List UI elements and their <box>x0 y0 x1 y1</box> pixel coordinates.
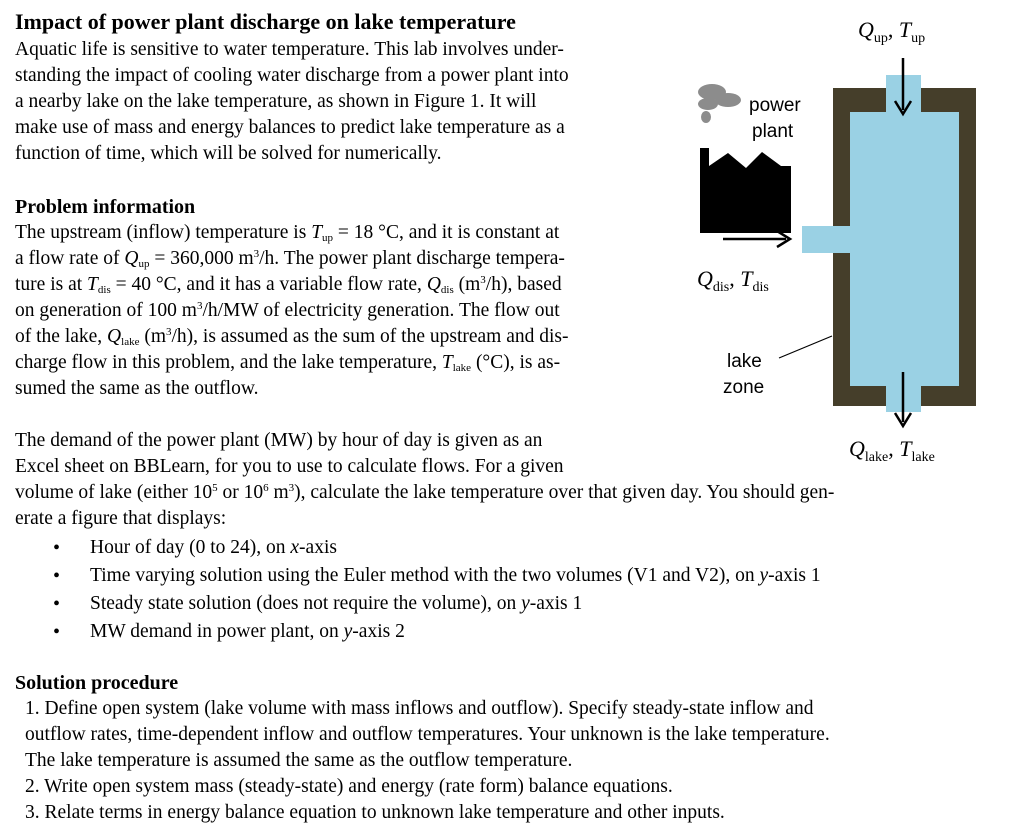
intro-line: function of time, which will be solved for numerically. <box>15 143 442 164</box>
problem-line: sumed the same as the outflow. <box>15 378 259 399</box>
solution-step: 3. Relate terms in energy balance equation to unknown lake temperature and other inputs. <box>25 802 725 823</box>
document-title: Impact of power plant discharge on lake temperature <box>15 9 516 34</box>
list-item: • MW demand in power plant, on y-axis 2 <box>15 618 1015 646</box>
power-plant-label: plant <box>752 121 794 142</box>
intro-line: Aquatic life is sensitive to water temperature. This lab involves under- <box>15 39 564 60</box>
problem-line: on generation of 100 $m^3/h/MW$ of electricity generation. The flow out <box>15 300 560 321</box>
intro-line: standing the impact of cooling water discharge from a power plant into <box>15 65 569 86</box>
q-lake-label: $Q_{lake}$, $T_{lake}$ <box>849 436 935 465</box>
solution-step: 2. Write open system mass (steady-state) and energy (rate form) balance equations. <box>25 776 673 797</box>
list-item: • Steady state solution (does not require the volume), on y-axis 1 <box>15 590 1015 618</box>
demand-line: erate a figure that displays: <box>15 508 227 529</box>
power-plant-label: power <box>749 95 801 116</box>
demand-line: Excel sheet on BBLearn, for you to use to calculate flows. For a given <box>15 456 564 477</box>
q-up-label: $Q_{up}$, $T_{up}$ <box>858 17 926 46</box>
problem-line: ture is at $T_{dis} = 40$ °C, and it has a variable flow rate, $Q_{dis}$ $(m^3/h)$, based <box>15 274 562 296</box>
factory-icon <box>700 148 791 233</box>
lake-zone-label: zone <box>723 377 765 398</box>
solution-step: 1. Define open system (lake volume with mass inflows and outflow). Specify steady-state inflow and outflow rates, time-dependent inflow and outflow temperatures. Your unknown is the lake temperature. The lake temperature is assumed the same as the outflow temperature. <box>25 698 830 771</box>
lake-water <box>850 112 959 386</box>
solution-heading: Solution procedure <box>15 672 179 694</box>
problem-line: a flow rate of $Q_{up} = 360,000$ $m^3/h$. The power plant discharge tempera- <box>15 248 565 270</box>
intro-line: make use of mass and energy balances to predict lake temperature as a <box>15 117 565 138</box>
lake-zone-label: lake <box>727 351 762 372</box>
intro-line: a nearby lake on the lake temperature, as shown in Figure 1. It will <box>15 91 537 112</box>
q-dis-label: $Q_{dis}$, $T_{dis}$ <box>697 266 769 295</box>
problem-line: charge flow in this problem, and the lake temperature, $T_{lake}$ (°C), is as- <box>15 352 561 374</box>
demand-line: volume of lake (either $10^5$ or $10^6$ $m^3$), calculate the lake temperature over that given day. You should gen- <box>15 482 835 503</box>
lake-zone-leader-line <box>779 336 832 358</box>
discharge-arrow-icon <box>723 231 790 247</box>
problem-line: of the lake, $Q_{lake}$ $(m^3/h)$, is assumed as the sum of the upstream and dis- <box>15 326 569 348</box>
smoke-icon <box>698 84 741 123</box>
discharge-pipe <box>802 226 852 253</box>
list-item: • Hour of day (0 to 24), on x-axis <box>15 534 1015 562</box>
problem-line: The upstream (inflow) temperature is $T_{up} = 18$ °C, and it is constant at <box>15 222 560 244</box>
problem-heading: Problem information <box>15 196 196 218</box>
demand-line: The demand of the power plant (MW) by hour of day is given as an <box>15 430 543 451</box>
list-item: • Time varying solution using the Euler method with the two volumes (V1 and V2), on y-axis 1 <box>15 562 1015 590</box>
